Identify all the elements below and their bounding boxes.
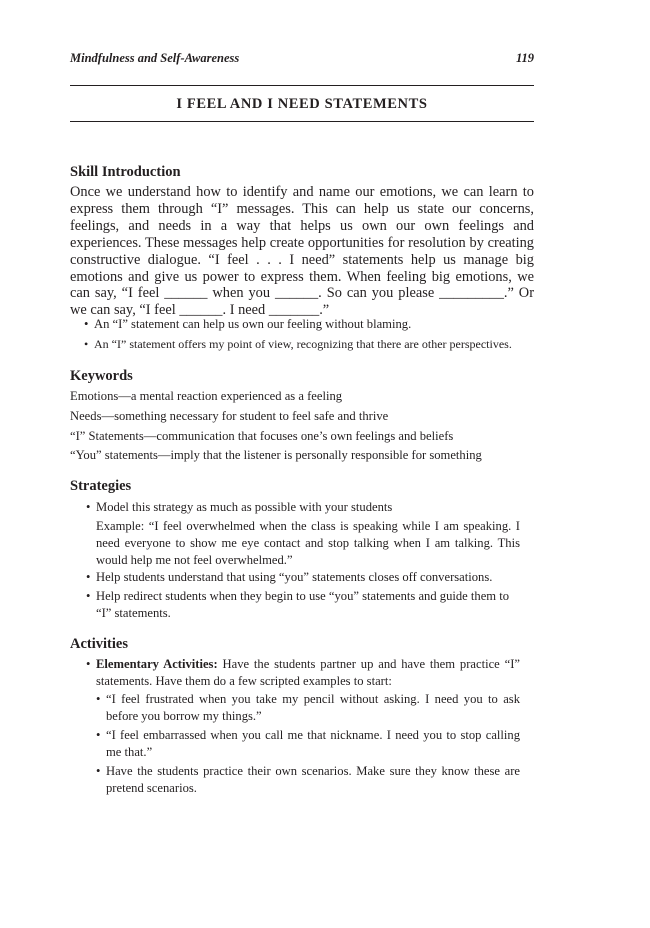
list-item bbox=[86, 656, 520, 690]
skill-introduction-paragraph: Once we understand how to identify and name our emotions, we can learn to express them through “I” messages. This can help us state our concerns, feelings, and needs in a way that helps us own our own feelings and experiences. These messages help create opportunities for resolution by creating constructive dialogue. “I feel . . . I need” statements help us manage big emotions and give us power to express them. When feeling big emotions, we can say, “I feel ______ when you ______. So can you please _________.” Or we can say, “I feel ______. I need _______.” bbox=[70, 184, 534, 319]
list-item: • Help students understand that using “you” statements closes off conversations. bbox=[86, 569, 520, 586]
page-number: 119 bbox=[515, 51, 534, 65]
keyword-i-statements: “I” Statements—communication that focuses one’s own feelings and beliefs bbox=[70, 429, 454, 443]
list-item: • “I feel frustrated when you take my pencil without asking. I need you to ask before you borrow my things.” bbox=[96, 691, 520, 725]
list-item: • “I feel embarrassed when you call me that nickname. I need you to stop calling me that.” bbox=[96, 727, 520, 761]
activities-sub-list bbox=[96, 691, 520, 797]
strategies-bullet-1 bbox=[86, 499, 520, 516]
skill-introduction-heading: Skill Introduction bbox=[70, 164, 181, 180]
list-item: • An “I” statement offers my point of view, recognizing that there are other perspectives. bbox=[84, 336, 534, 353]
elementary-activities-label: Elementary Activities: bbox=[96, 657, 218, 671]
running-head-section-title: Mindfulness and Self-Awareness bbox=[70, 51, 240, 65]
strategies-heading: Strategies bbox=[70, 478, 132, 494]
keyword-you-statements: “You” statements—imply that the listener is personally responsible for something bbox=[70, 448, 482, 462]
keyword-emotions: Emotions—a mental reaction experienced as a feeling bbox=[70, 389, 343, 403]
list-item: • Help redirect students when they begin to use “you” statements and guide them to “I” statements. bbox=[86, 588, 520, 622]
page-title: I FEEL AND I NEED STATEMENTS bbox=[176, 96, 428, 112]
running-head bbox=[70, 51, 534, 66]
keyword-needs: Needs—something necessary for student to feel safe and thrive bbox=[70, 409, 389, 423]
keywords-heading: Keywords bbox=[70, 368, 133, 384]
strategies-bullets-rest bbox=[86, 569, 520, 622]
activities-lead bbox=[86, 656, 520, 690]
skill-introduction-bullets bbox=[84, 316, 534, 353]
elementary-activities-text: Have the students partner up and have them practice “I” statements. Have them do a few scripted examples to start: bbox=[96, 657, 520, 688]
title-bottom-rule bbox=[70, 121, 534, 122]
activities-heading: Activities bbox=[70, 636, 128, 652]
list-item: • Have the students practice their own scenarios. Make sure they know these are pretend scenarios. bbox=[96, 763, 520, 797]
strategy-example: Example: “I feel overwhelmed when the class is speaking while I am speaking. I need everyone to show me eye contact and stop talking when I am talking. This would help me not feel overwhelmed.” bbox=[96, 519, 520, 567]
title-top-rule bbox=[70, 85, 534, 86]
list-item: • An “I” statement can help us own our feeling without blaming. bbox=[84, 316, 534, 333]
list-item: • Model this strategy as much as possible with your students bbox=[86, 499, 520, 516]
